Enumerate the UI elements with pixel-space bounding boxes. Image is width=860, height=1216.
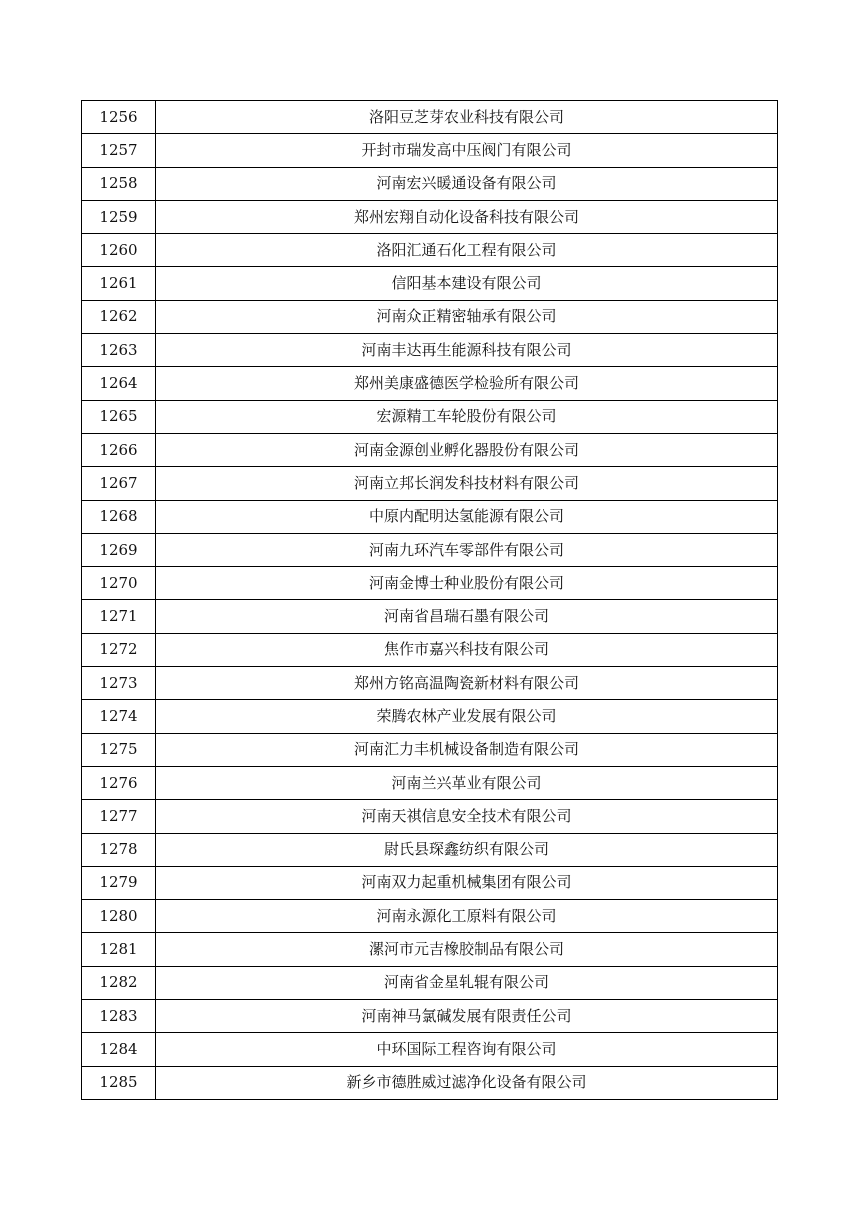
company-name-cell: 河南金源创业孵化器股份有限公司 — [156, 433, 778, 466]
row-number-cell: 1283 — [82, 1000, 156, 1033]
table-row — [82, 700, 778, 733]
company-name-cell: 郑州方铭高温陶瓷新材料有限公司 — [156, 667, 778, 700]
table-row — [82, 433, 778, 466]
table-row — [82, 766, 778, 799]
company-name-cell: 中原内配明达氢能源有限公司 — [156, 500, 778, 533]
table-body — [82, 101, 778, 1100]
row-number-cell: 1276 — [82, 766, 156, 799]
company-name-cell: 开封市瑞发高中压阀门有限公司 — [156, 134, 778, 167]
row-number-cell: 1267 — [82, 467, 156, 500]
company-name-cell: 信阳基本建设有限公司 — [156, 267, 778, 300]
company-name-cell: 河南省昌瑞石墨有限公司 — [156, 600, 778, 633]
company-name-cell: 郑州美康盛德医学检验所有限公司 — [156, 367, 778, 400]
table-row — [82, 833, 778, 866]
company-name-cell: 河南省金星轧辊有限公司 — [156, 966, 778, 999]
table-row — [82, 866, 778, 899]
company-name-cell: 洛阳汇通石化工程有限公司 — [156, 234, 778, 267]
table-row — [82, 667, 778, 700]
table-row — [82, 1033, 778, 1066]
row-number-cell: 1275 — [82, 733, 156, 766]
company-name-cell: 郑州宏翔自动化设备科技有限公司 — [156, 200, 778, 233]
company-name-cell: 新乡市德胜威过滤净化设备有限公司 — [156, 1066, 778, 1099]
table-row — [82, 200, 778, 233]
table-row — [82, 600, 778, 633]
company-name-cell: 漯河市元吉橡胶制品有限公司 — [156, 933, 778, 966]
row-number-cell: 1281 — [82, 933, 156, 966]
table-row — [82, 533, 778, 566]
table-row — [82, 234, 778, 267]
company-name-cell: 河南汇力丰机械设备制造有限公司 — [156, 733, 778, 766]
company-name-cell: 洛阳豆芝芽农业科技有限公司 — [156, 101, 778, 134]
row-number-cell: 1269 — [82, 533, 156, 566]
company-name-cell: 荣腾农林产业发展有限公司 — [156, 700, 778, 733]
table-row — [82, 1066, 778, 1099]
row-number-cell: 1273 — [82, 667, 156, 700]
company-name-cell: 河南宏兴暖通设备有限公司 — [156, 167, 778, 200]
row-number-cell: 1277 — [82, 800, 156, 833]
table-row — [82, 966, 778, 999]
row-number-cell: 1284 — [82, 1033, 156, 1066]
table-row — [82, 567, 778, 600]
table-row — [82, 733, 778, 766]
company-name-cell: 河南众正精密轴承有限公司 — [156, 300, 778, 333]
row-number-cell: 1268 — [82, 500, 156, 533]
row-number-cell: 1278 — [82, 833, 156, 866]
company-name-cell: 河南九环汽车零部件有限公司 — [156, 533, 778, 566]
company-name-cell: 宏源精工车轮股份有限公司 — [156, 400, 778, 433]
table-row — [82, 167, 778, 200]
row-number-cell: 1262 — [82, 300, 156, 333]
table-row — [82, 367, 778, 400]
row-number-cell: 1257 — [82, 134, 156, 167]
company-name-cell: 河南丰达再生能源科技有限公司 — [156, 334, 778, 367]
table-row — [82, 334, 778, 367]
company-table — [81, 100, 778, 1100]
table-row — [82, 900, 778, 933]
company-name-cell: 河南永源化工原料有限公司 — [156, 900, 778, 933]
row-number-cell: 1258 — [82, 167, 156, 200]
row-number-cell: 1282 — [82, 966, 156, 999]
table-row — [82, 933, 778, 966]
table-row — [82, 134, 778, 167]
company-name-cell: 河南立邦长润发科技材料有限公司 — [156, 467, 778, 500]
row-number-cell: 1259 — [82, 200, 156, 233]
row-number-cell: 1264 — [82, 367, 156, 400]
row-number-cell: 1263 — [82, 334, 156, 367]
table-row — [82, 467, 778, 500]
row-number-cell: 1266 — [82, 433, 156, 466]
company-name-cell: 中环国际工程咨询有限公司 — [156, 1033, 778, 1066]
row-number-cell: 1256 — [82, 101, 156, 134]
row-number-cell: 1265 — [82, 400, 156, 433]
table-row — [82, 500, 778, 533]
row-number-cell: 1280 — [82, 900, 156, 933]
company-name-cell: 河南天祺信息安全技术有限公司 — [156, 800, 778, 833]
row-number-cell: 1272 — [82, 633, 156, 666]
row-number-cell: 1274 — [82, 700, 156, 733]
company-name-cell: 河南兰兴革业有限公司 — [156, 766, 778, 799]
row-number-cell: 1261 — [82, 267, 156, 300]
table-row — [82, 400, 778, 433]
table-row — [82, 1000, 778, 1033]
company-name-cell: 河南神马氯碱发展有限责任公司 — [156, 1000, 778, 1033]
table-row — [82, 101, 778, 134]
row-number-cell: 1279 — [82, 866, 156, 899]
row-number-cell: 1260 — [82, 234, 156, 267]
table-row — [82, 633, 778, 666]
company-name-cell: 河南双力起重机械集团有限公司 — [156, 866, 778, 899]
company-name-cell: 焦作市嘉兴科技有限公司 — [156, 633, 778, 666]
company-name-cell: 河南金博士种业股份有限公司 — [156, 567, 778, 600]
row-number-cell: 1271 — [82, 600, 156, 633]
row-number-cell: 1285 — [82, 1066, 156, 1099]
company-name-cell: 尉氏县琛鑫纺织有限公司 — [156, 833, 778, 866]
table-row — [82, 800, 778, 833]
table-row — [82, 300, 778, 333]
table-row — [82, 267, 778, 300]
row-number-cell: 1270 — [82, 567, 156, 600]
